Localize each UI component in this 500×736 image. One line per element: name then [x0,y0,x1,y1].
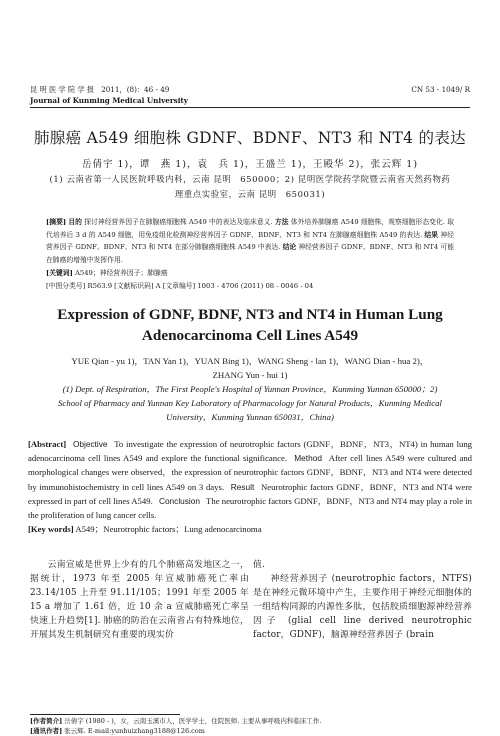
authors-en-line: YUE Qian - yu 1)，TAN Yan 1)，YUAN Bing 1)，WANG Sheng - lan 1)，WANG Dian - hua 2)， [71,356,429,366]
running-header [30,84,470,106]
affiliation-en-line: School of Pharmacy and Yunnan Key Laboratory of Pharmacology for Natural Products，Kunming Medical [58,398,442,408]
classification-line: [中图分类号] R563.9 [文献标识码] A [文章编号] 1003 - 4706 (2011) 08 - 0046 - 04 [46,281,314,290]
purpose-label: 目的 [68,218,83,226]
footnote-divider [30,714,180,715]
objective-label: Objective [72,439,108,449]
cn-code: CN 53 - 1049/ R [411,85,470,94]
corresponding-text: 张云辉. E-mail:yunhuizhang3188@126.com [64,727,205,735]
keywords-en-text: A549；Neurotrophic factors；Lung adenocarcinoma [75,524,262,535]
title-chinese: 肺腺癌 A549 细胞株 GDNF、BDNF、NT3 和 NT4 的表达 [34,129,466,147]
abstract-chinese [46,216,454,292]
affiliation-cn-line: (1) 云南省第一人民医院呼吸内科，云南 昆明 650000；2) 昆明医学院药学院暨云南省天然药物药 [49,174,451,184]
title-en-line: Adenocarcinoma Cell Lines A549 [141,327,359,344]
purpose-text: 探讨神经营养因子在肺腺癌细胞株 A549 中的表达及临床意义. [84,218,273,226]
affiliation-cn-line: 理重点实验室，云南 昆明 650031) [174,189,326,199]
header-divider [30,107,470,108]
author-bio-label: [作者简介] [30,717,63,725]
conclusion-label: 结论 [282,243,297,252]
result-en-label: Result [230,481,255,492]
result-en-text: Neurotrophic factors GDNF，BDNF，NT3 and NT4 were expressed in part of cell lines A549. [28,481,472,506]
authors-chinese: 岳倩宇 1)，谭 燕 1)，袁 兵 1)，王盛兰 1)，王殿华 2)，张云辉 1) [81,159,419,170]
author-bio [30,716,470,726]
method-en-label: Method [294,453,322,464]
result-text: 神经营养因子 GDNF、BDNF、NT3 和 NT4 在部分肺腺癌细胞株 A549 中表达. [46,230,454,252]
affiliation-en-line: University，Kunming Yunnan 650031，China) [166,412,334,422]
footnote [30,716,470,736]
conclusion-en-label: Conclusion [158,495,201,506]
journal-name-en: Journal of Kunming Medical University [30,96,188,105]
keywords-text: A549；神经营养因子；肺腺癌 [75,268,168,277]
objective-text: To investigate the expression of neurotrophic factors (GDNF，BDNF，NT3，NT4) in human lung adenocarcinoma cell lines A549 and explore the functional significance. [28,439,473,464]
affiliation-english [28,382,472,424]
journal-citation: 昆 明 医 学 院 学 报 2011，(8)：46 - 49 [30,85,170,94]
keywords-label: [关键词] [46,268,73,277]
method-text: 体外培养肺腺癌 A549 细胞株，观察细胞形态变化. 取代培养后 3 d 的 A549 细胞，用免疫组化检测神经营养因子 GDNF、BDNF、NT3 和 NT4 在肺腺癌细胞株 A549 的表达. [46,218,454,239]
method-label: 方法 [274,218,289,226]
corresponding-author [30,726,470,736]
affiliation-chinese [34,172,466,202]
body-paragraph: 云南宣威是世界上少有的几个肺癌高发地区之一，据统计，1973 年至 2005 年宣威肺癌死亡率由 23.14/105 上升至 91.11/105；1991 年至 2005 年 15 a 增加了 1.61 倍，近 10 余 a 宣威肺癌死亡率呈快速上升趋势[1]. 肺癌的防治在云南省占有特殊地位，开展其发生机制研究有重要的现实价 [30,560,249,640]
authors-en-line: ZHANG Yun - hui 1) [212,370,288,380]
keywords-en-label: [Key words] [28,524,74,535]
abstract-english [28,437,472,536]
abstract-en-label: [Abstract] [28,439,67,449]
authors-english [30,354,470,382]
body-paragraph: 神经营养因子 (neurotrophic factors，NTFS) 是在神经元微环境中产生，主要作用于神经元细胞体的一组结构同源的内源性多肽，包括胶质细胞源神经营养因子 (glial cell line derived neurotrophic factor，GDNF)，脑源神经营养因子 (brain [253,574,472,640]
affiliation-en-line: (1) Dept. of Respiration，The First People's Hospital of Yunnan Province，Kunming Yunnan 650000；2) [62,384,438,394]
method-en-text: After cell lines A549 were cultured and morphological changes were observed，the expression of neurotrophic factors GDNF，BDNF，NT3 and NT4 were detected by immunohistochemistry in cell lines A549 on 3 days. [28,453,473,492]
title-en-line: Expression of GDNF, BDNF, NT3 and NT4 in Human Lung [57,306,443,323]
conclusion-text: 神经营养因子 GDNF、BDNF、NT3 和 NT4 可能在肺癌的增殖中发挥作用. [46,243,455,265]
corresponding-label: [通讯作者] [30,727,63,735]
title-english [0,304,500,346]
body-column-right [253,558,472,642]
author-bio-text: 岳倩宇 (1980 - )，女，云南玉溪市人，医学学士，住院医师. 主要从事呼吸内科临床工作. [64,717,322,725]
body-paragraph-continued: 值. [253,560,265,570]
result-label: 结果 [424,230,439,239]
body-column-left [30,558,249,642]
abstract-label: [摘要] [46,218,67,226]
conclusion-en-text: The neurotrophic factors GDNF，BDNF，NT3 and NT4 may play a role in the proliferation of lung cancer cells. [28,495,473,521]
